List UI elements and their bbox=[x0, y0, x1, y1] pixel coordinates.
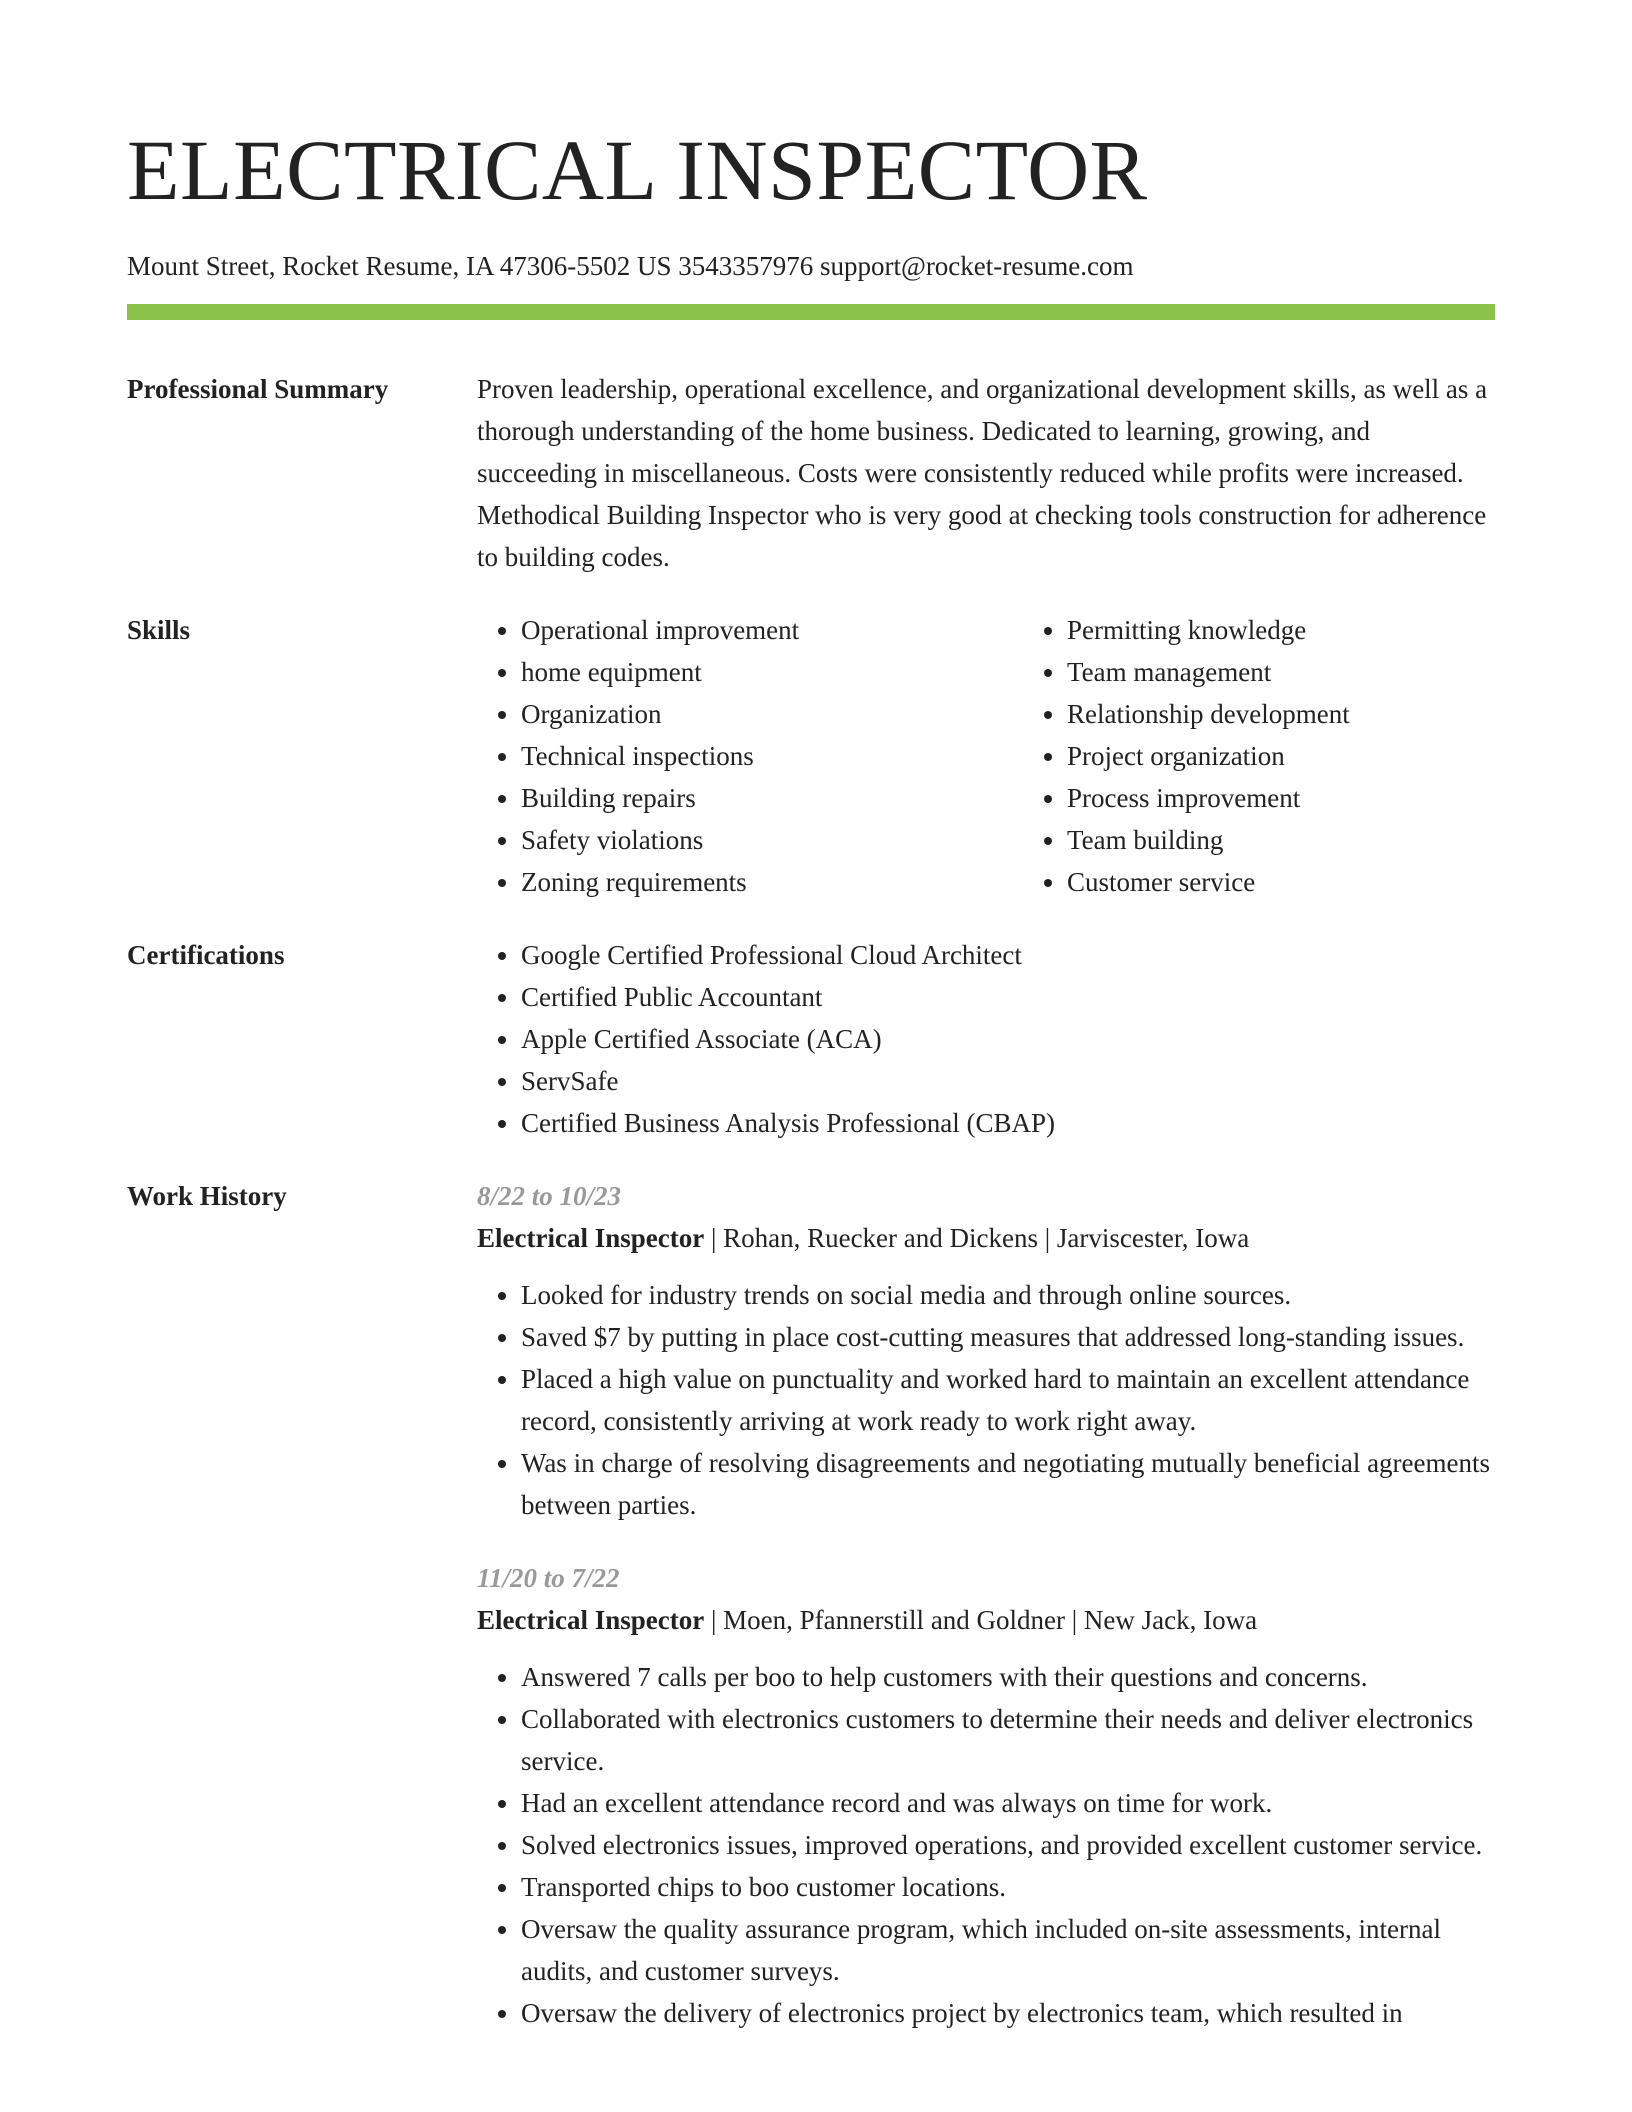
skills-column-1 bbox=[477, 609, 1023, 903]
work-history-content bbox=[477, 1175, 1495, 2034]
certification-item: • Google Certified Professional Cloud Architect bbox=[521, 934, 1495, 976]
skill-item: • Process improvement bbox=[1067, 777, 1569, 819]
section-label-work-history: Work History bbox=[127, 1181, 287, 1211]
skill-item: • Building repairs bbox=[521, 777, 1023, 819]
job-bullets bbox=[477, 1656, 1495, 2034]
job-bullet: • Oversaw the quality assurance program, which included on-site assessments, internal audits, and customer surveys. bbox=[521, 1908, 1495, 1992]
skill-item: • Team building bbox=[1067, 819, 1569, 861]
certifications-section bbox=[127, 934, 1495, 1144]
job-details: | Moen, Pfannerstill and Goldner | New Jack, Iowa bbox=[704, 1605, 1258, 1635]
certification-item: • Apple Certified Associate (ACA) bbox=[521, 1018, 1495, 1060]
skill-item: • Team management bbox=[1067, 651, 1569, 693]
job-bullet: • Solved electronics issues, improved operations, and provided excellent customer service. bbox=[521, 1824, 1495, 1866]
accent-divider bbox=[127, 304, 1495, 320]
certification-item: • ServSafe bbox=[521, 1060, 1495, 1102]
skill-item: • Technical inspections bbox=[521, 735, 1023, 777]
skill-item: • Safety violations bbox=[521, 819, 1023, 861]
job-entry bbox=[477, 1557, 1495, 2034]
skill-item: • Organization bbox=[521, 693, 1023, 735]
job-entry bbox=[477, 1175, 1495, 1526]
contact-line: Mount Street, Rocket Resume, IA 47306-5502 US 3543357976 support@rocket-resume.com bbox=[127, 251, 1134, 281]
job-bullet: • Transported chips to boo customer locations. bbox=[521, 1866, 1495, 1908]
job-heading bbox=[477, 1217, 1495, 1259]
section-label-certifications: Certifications bbox=[127, 940, 285, 970]
job-heading bbox=[477, 1599, 1495, 1641]
job-bullet: • Was in charge of resolving disagreements and negotiating mutually beneficial agreements between parties. bbox=[521, 1442, 1495, 1526]
skill-item: • Relationship development bbox=[1067, 693, 1569, 735]
skills-column-2 bbox=[1023, 609, 1569, 903]
job-dates: 11/20 to 7/22 bbox=[477, 1563, 620, 1593]
job-bullet: • Collaborated with electronics customers to determine their needs and deliver electronics service. bbox=[521, 1698, 1495, 1782]
skill-item: • home equipment bbox=[521, 651, 1023, 693]
job-bullet: • Saved $7 by putting in place cost-cutting measures that addressed long-standing issues. bbox=[521, 1316, 1495, 1358]
job-bullet: • Looked for industry trends on social media and through online sources. bbox=[521, 1274, 1495, 1316]
skill-item: • Project organization bbox=[1067, 735, 1569, 777]
job-details: | Rohan, Ruecker and Dickens | Jarviscester, Iowa bbox=[704, 1223, 1250, 1253]
certifications-list bbox=[477, 934, 1495, 1144]
job-bullet: • Had an excellent attendance record and was always on time for work. bbox=[521, 1782, 1495, 1824]
certification-item: • Certified Business Analysis Professional (CBAP) bbox=[521, 1102, 1495, 1144]
job-bullet: • Oversaw the delivery of electronics project by electronics team, which resulted in bbox=[521, 1992, 1495, 2034]
job-dates: 8/22 to 10/23 bbox=[477, 1181, 622, 1211]
skill-item: • Customer service bbox=[1067, 861, 1569, 903]
resume-title: ELECTRICAL INSPECTOR bbox=[127, 122, 1148, 218]
section-label-summary: Professional Summary bbox=[127, 374, 389, 404]
skill-item: • Permitting knowledge bbox=[1067, 609, 1569, 651]
certification-item: • Certified Public Accountant bbox=[521, 976, 1495, 1018]
skill-item: • Operational improvement bbox=[521, 609, 1023, 651]
section-label-skills: Skills bbox=[127, 615, 191, 645]
job-bullet: • Answered 7 calls per boo to help customers with their questions and concerns. bbox=[521, 1656, 1495, 1698]
resume-page bbox=[127, 0, 1495, 2034]
summary-text: Proven leadership, operational excellence, and organizational development skills, as well as a thorough understanding of the home business. Dedicated to learning, growing, and succeeding in miscellaneous. Costs were consistently reduced while profits were increased. Methodical Building Inspector who is very good at checking tools construction for adherence to building codes. bbox=[477, 374, 1488, 572]
job-bullets bbox=[477, 1274, 1495, 1526]
job-title: Electrical Inspector bbox=[477, 1223, 705, 1253]
work-history-section bbox=[127, 1175, 1495, 2034]
skills-grid bbox=[477, 609, 1569, 903]
summary-section bbox=[127, 368, 1495, 578]
skill-item: • Zoning requirements bbox=[521, 861, 1023, 903]
certifications-content bbox=[477, 934, 1495, 1144]
job-title: Electrical Inspector bbox=[477, 1605, 705, 1635]
skills-section bbox=[127, 609, 1495, 903]
job-bullet: • Placed a high value on punctuality and worked hard to maintain an excellent attendance record, consistently arriving at work ready to work right away. bbox=[521, 1358, 1495, 1442]
